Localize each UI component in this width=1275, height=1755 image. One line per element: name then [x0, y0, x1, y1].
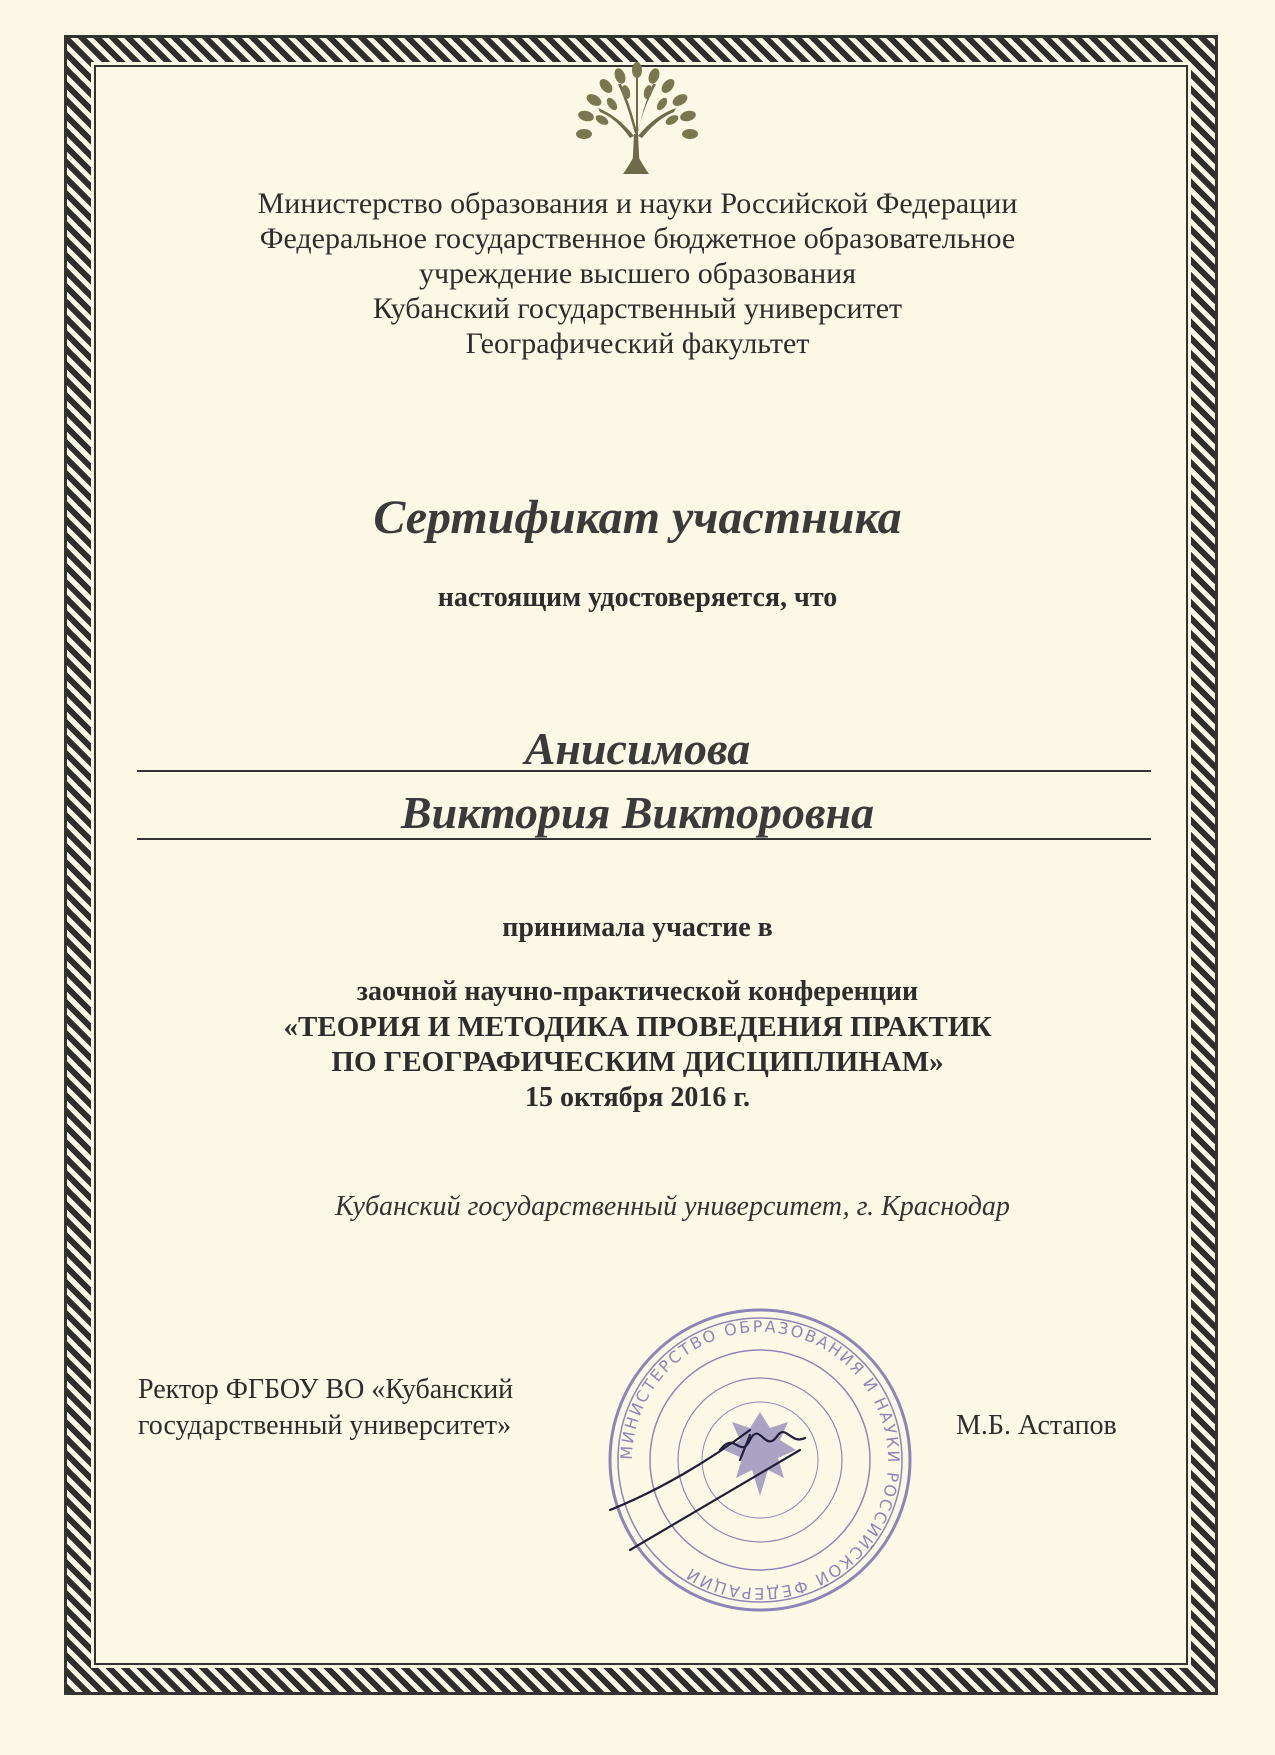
participation-text: принимала участие в — [502, 912, 773, 943]
signatory-position-line: Ректор ФГБОУ ВО «Кубанский — [138, 1374, 514, 1405]
signatory-position-line: государственный университет» — [138, 1410, 512, 1441]
event-date: 15 октября 2016 г. — [525, 1082, 750, 1113]
organization-line: Географический факультет — [465, 327, 810, 360]
signature-icon — [600, 1390, 860, 1560]
event-title — [0, 1010, 1275, 1080]
organization-line: Министерство образования и науки Российской Федерации — [257, 187, 1018, 220]
recipient-first-names: Виктория Викторовна — [400, 787, 875, 838]
organization-line: Кубанский государственный университет — [372, 292, 903, 325]
certificate-title: Сертификат участника — [373, 491, 902, 544]
stamp-outer-text: МИНИСТЕРСТВО ОБРАЗОВАНИЯ И НАУКИ РОССИЙСКОЙ ФЕДЕРАЦИИ — [616, 1316, 904, 1604]
organization-line: Федеральное государственное бюджетное образовательное — [259, 222, 1016, 255]
university-tree-emblem-icon — [568, 56, 708, 176]
organization-header — [0, 186, 1275, 361]
organization-line: учреждение высшего образования — [419, 257, 856, 290]
attest-text: настоящим удостоверяется, что — [437, 582, 838, 613]
event-title-line: ПО ГЕОГРАФИЧЕСКИМ ДИСЦИПЛИНАМ» — [331, 1046, 944, 1078]
event-type: заочной научно-практической конференции — [356, 976, 919, 1007]
signatory-name: М.Б. Астапов — [956, 1410, 1117, 1441]
event-title-line: «ТЕОРИЯ И МЕТОДИКА ПРОВЕДЕНИЯ ПРАКТИК — [283, 1011, 992, 1043]
signatory-position — [138, 1372, 513, 1444]
name-underline — [137, 838, 1151, 840]
event-place: Кубанский государственный университет, г. Краснодар — [335, 1191, 1010, 1222]
name-underline — [137, 770, 1151, 772]
recipient-surname: Анисимова — [524, 723, 751, 774]
